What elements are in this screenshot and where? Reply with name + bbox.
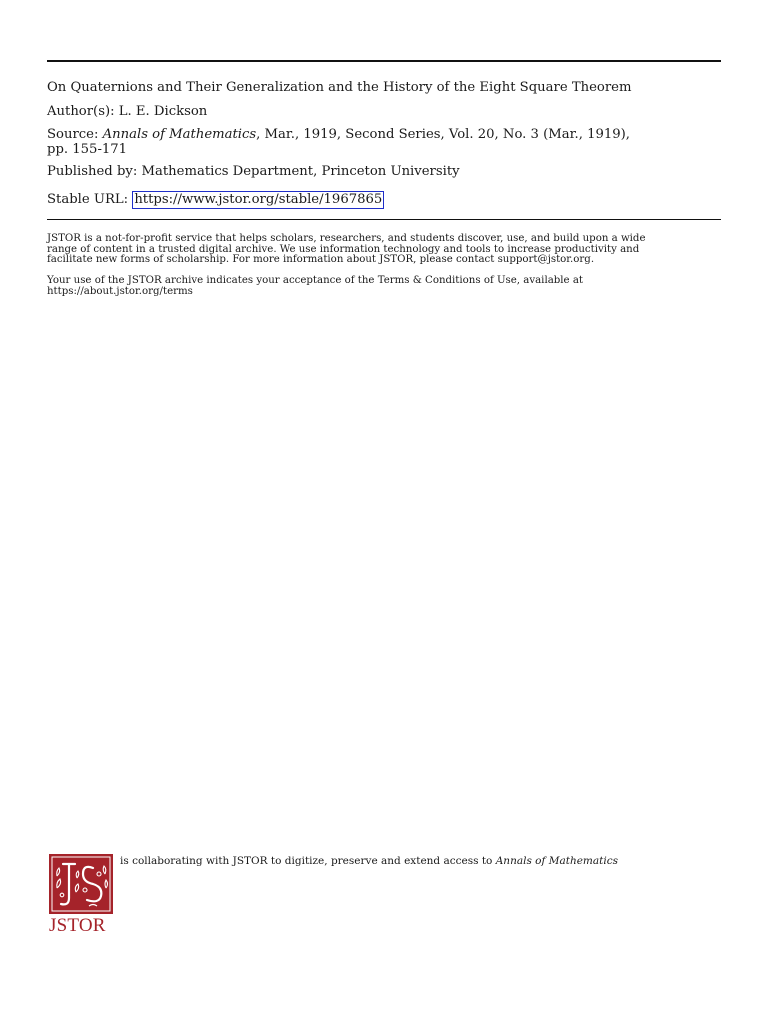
jstor-logo-icon	[49, 854, 113, 914]
terms-link[interactable]: https://about.jstor.org/terms	[47, 285, 193, 297]
jstor-logo-text: JSTOR	[49, 915, 106, 936]
terms-line: Your use of the JSTOR archive indicates your acceptance of the Terms & Conditions of Use, available at	[47, 275, 583, 286]
source-journal: Annals of Mathematics	[102, 127, 257, 142]
published-label: Published by:	[47, 164, 138, 179]
published-line	[47, 164, 727, 180]
collab-text: is collaborating with JSTOR to digitize, preserve and extend access to	[120, 855, 493, 867]
author-name: L. E. Dickson	[118, 104, 208, 119]
jstor-notice	[47, 234, 727, 266]
source-label: Source:	[47, 127, 99, 142]
source-line	[47, 127, 727, 143]
collab-journal: Annals of Mathematics	[495, 855, 618, 867]
author-line	[47, 104, 727, 120]
divider-rule	[47, 219, 721, 220]
notice-line: facilitate new forms of scholarship. For more information about JSTOR, please contact support@jstor.org.	[47, 254, 595, 265]
notice-line: JSTOR is a not-for-profit service that helps scholars, researchers, and students discover, use, and build upon a wide	[47, 233, 646, 244]
stable-url-line	[47, 191, 727, 209]
author-label: Author(s):	[47, 104, 115, 119]
source-pages: pp. 155-171	[47, 142, 128, 157]
stable-url-label: Stable URL:	[47, 192, 129, 207]
stable-url-link[interactable]: https://www.jstor.org/stable/1967865	[134, 192, 383, 207]
terms-notice	[47, 276, 727, 297]
publisher: Mathematics Department, Princeton University	[141, 164, 460, 179]
collaboration-note	[120, 855, 618, 868]
top-rule	[47, 60, 721, 62]
article-title: On Quaternions and Their Generalization and the History of the Eight Square Theorem	[47, 80, 632, 95]
notice-line: range of content in a trusted digital archive. We use information technology and tools to increase productivity and	[47, 243, 640, 255]
source-details: , Mar., 1919, Second Series, Vol. 20, No. 3 (Mar., 1919),	[256, 127, 630, 142]
